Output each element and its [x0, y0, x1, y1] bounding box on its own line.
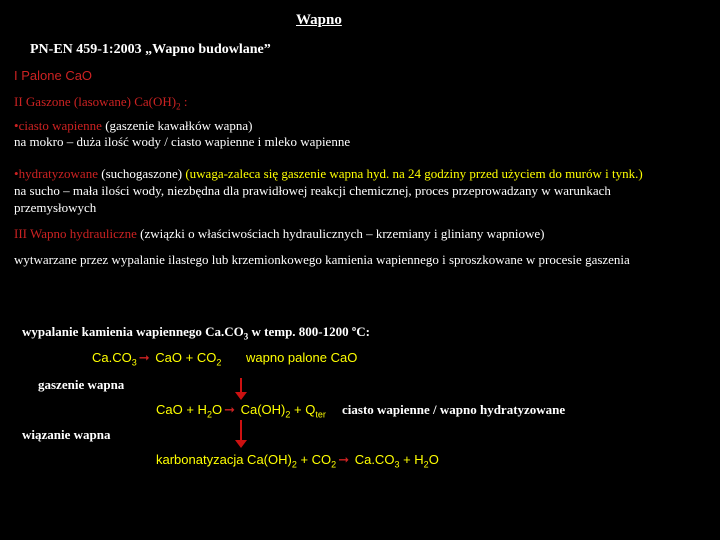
arrow-right-icon: ➞: [338, 452, 350, 467]
product: + H: [399, 452, 424, 467]
reactant-sub: 3: [131, 357, 137, 368]
reaction-calcination: [92, 350, 221, 366]
product: CaO + CO: [151, 350, 217, 365]
reactant: CaO + H: [156, 402, 207, 417]
reactant: Ca.CO: [92, 350, 132, 365]
reactant-end: O: [211, 402, 223, 417]
bullet-icon: •: [14, 118, 19, 133]
heat-sub: ter: [315, 409, 326, 420]
heat: + Q: [290, 402, 316, 417]
product-sub: 2: [216, 357, 222, 368]
hydrated-paren: (suchogaszone): [97, 166, 186, 181]
carbonation-text: karbonatyzacja Ca(OH): [156, 452, 292, 467]
lime-putty-line: [14, 118, 252, 134]
lime-putty-detail: na mokro – duża ilość wody / ciasto wapienne i mleko wapienne: [14, 134, 351, 149]
product-sub: 2: [285, 409, 291, 420]
hydraulic-lime-detail: wytwarzane przez wypalanie ilastego lub krzemionkowego kamienia wapiennego i sproszkowane w procesie gaszenia: [14, 252, 630, 267]
burning-sub: 3: [243, 331, 249, 342]
hydrated-note: (uwaga-zaleca się gaszenie wapna hyd. na 24 godziny przed użyciem do murów i tynk.): [185, 166, 643, 181]
product: Ca(OH): [236, 402, 286, 417]
product-end: O: [428, 452, 439, 467]
slaking-label: ciasto wapienne / wapno hydratyzowane: [342, 402, 566, 417]
arrow-right-icon: ➞: [224, 402, 235, 417]
reaction-carbonation: [156, 452, 439, 468]
hydraulic-lime-term: III Wapno hydrauliczne: [14, 226, 137, 241]
slaked-lime-colon: :: [180, 94, 188, 109]
setting-heading: wiązanie wapna: [22, 427, 111, 442]
calcination-label: wapno palone CaO: [246, 350, 358, 365]
lime-putty-term: ciasto wapienne: [18, 118, 102, 133]
hydrated-term: hydratyzowane: [18, 166, 98, 181]
reactant-sub: 2: [206, 409, 212, 420]
product-sub: 2: [423, 459, 429, 470]
slaked-lime-text: II Gaszone (lasowane) Ca(OH): [14, 94, 177, 109]
burning-line: [22, 324, 370, 340]
reaction-slaking: [156, 402, 326, 418]
hydraulic-lime-desc: (związki o właściwościach hydraulicznych – krzemiany i gliniany wapniowe): [136, 226, 545, 241]
arrow-right-icon: ➞: [138, 350, 150, 365]
bullet-icon: •: [14, 166, 19, 181]
hydrated-line: [14, 166, 643, 182]
degree-sign: º: [351, 324, 357, 339]
hydraulic-lime-line: [14, 226, 544, 242]
norm-reference: PN-EN 459-1:2003 „Wapno budowlane”: [30, 42, 271, 57]
page-title: Wapno: [296, 12, 342, 28]
quicklime-line: I Palone CaO: [14, 68, 93, 83]
lime-putty-desc: (gaszenie kawałków wapna): [101, 118, 253, 133]
product: Ca.CO: [351, 452, 395, 467]
arrow-down-icon: [235, 440, 247, 448]
hydrated-detail-end: przemysłowych: [14, 200, 97, 215]
burning-text: wypalanie kamienia wapiennego Ca.CO: [22, 324, 244, 339]
burning-temp: w temp. 800-1200: [248, 324, 352, 339]
hydrated-detail: na sucho – mała ilości wody, niezbędna dla prawidłowej reakcji chemicznej, proces przeprowadzany w warunkach: [14, 183, 611, 198]
arrow-down-icon: [235, 392, 247, 400]
burning-unit: C:: [356, 324, 370, 339]
product-sub: 3: [394, 459, 400, 470]
slaked-lime-line: [14, 94, 187, 110]
reactant: + CO: [296, 452, 332, 467]
slaked-lime-sub: 2: [176, 101, 181, 112]
reactant-sub: 2: [331, 459, 337, 470]
slaking-heading: gaszenie wapna: [38, 377, 125, 392]
arrow-line: [240, 420, 242, 442]
reactant-sub: 2: [291, 459, 297, 470]
